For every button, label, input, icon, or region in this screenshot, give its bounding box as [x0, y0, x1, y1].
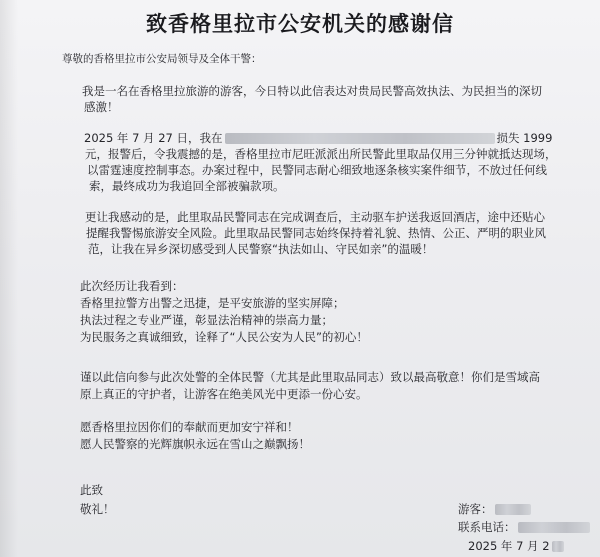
p3-line-3: 执法过程之专业严谨，彰显法治精神的崇高力量；: [80, 313, 333, 327]
signature-date-text: 2025 年 7 月 2: [468, 539, 550, 553]
p1-loss-text: 损失 1999: [496, 131, 553, 145]
phone-label: 联系电话：: [458, 520, 516, 534]
redacted-phone-number: [518, 522, 590, 533]
p1-line-2: 元，报警后，令我震撼的是，香格里拉市尼旺派派出所民警此里取品仅用三分钟就抵达现场，: [85, 147, 557, 161]
visitor-line: [458, 502, 533, 516]
closing-line-2: 敬礼！: [80, 502, 115, 516]
p2-line-3: 范，让我在异乡深切感受到人民警察“执法如山、守民如亲”的温暖！: [88, 242, 434, 256]
redacted-visitor-name: [495, 504, 531, 515]
letter-title: 致香格里拉市公安机关的感谢信: [146, 11, 454, 36]
p2-line-1: 更让我感动的是，此里取品民警同志在完成调查后，主动驱车护送我返回酒店，途中还贴心: [85, 210, 545, 224]
intro-line-1: 我是一名在香格里拉旅游的游客，今日特以此信表达对贵局民警高效执法、为民担当的深切: [82, 84, 542, 98]
p4-line-1: 谨以此信向参与此次处警的全体民警（尤其是此里取品同志）致以最高敬意！你们是雪域高: [80, 370, 540, 384]
p3-line-1: 此次经历让我看到：: [80, 279, 184, 293]
p4-line-2: 原上真正的守护者，让游客在绝美风光中更添一份心安。: [80, 387, 368, 401]
intro-line-2: 感激！: [84, 100, 119, 114]
redacted-location-block: [225, 133, 495, 144]
p1-date-prefix: 2025 年 7 月 27 日，我在: [84, 131, 223, 145]
salutation: 尊敬的香格里拉市公安局领导及全体干警：: [62, 53, 262, 65]
signature-date: [468, 539, 566, 553]
p3-line-2: 香格里拉警方出警之迅捷，是平安旅游的坚实屏障；: [80, 296, 345, 310]
closing-line-1: 此致: [80, 483, 103, 497]
p3-line-4: 为民服务之真诚细致，诠释了“人民公安为人民”的初心！: [80, 330, 368, 344]
p5-line-1: 愿香格里拉因你们的奉献而更加安宁祥和！: [80, 420, 299, 434]
p5-line-2: 愿人民警察的光辉旗帜永远在雪山之巅飘扬！: [80, 437, 310, 451]
page-shadow: [0, 0, 18, 557]
p1-line-1: [84, 131, 552, 145]
redacted-date-day: [552, 541, 564, 552]
p1-line-4: 索，最终成功为我追回全部被骗款项。: [89, 179, 285, 193]
visitor-label: 游客：: [458, 502, 493, 516]
p1-line-3: 以雷霆速度控制事态。办案过程中，民警同志耐心细致地逐条核实案件细节，不放过任何线: [87, 163, 547, 177]
phone-line: [458, 520, 592, 534]
p2-line-2: 提醒我警惕旅游安全风险。此里取品民警同志始终保持着礼貌、热情、公正、严明的职业风: [86, 226, 546, 240]
